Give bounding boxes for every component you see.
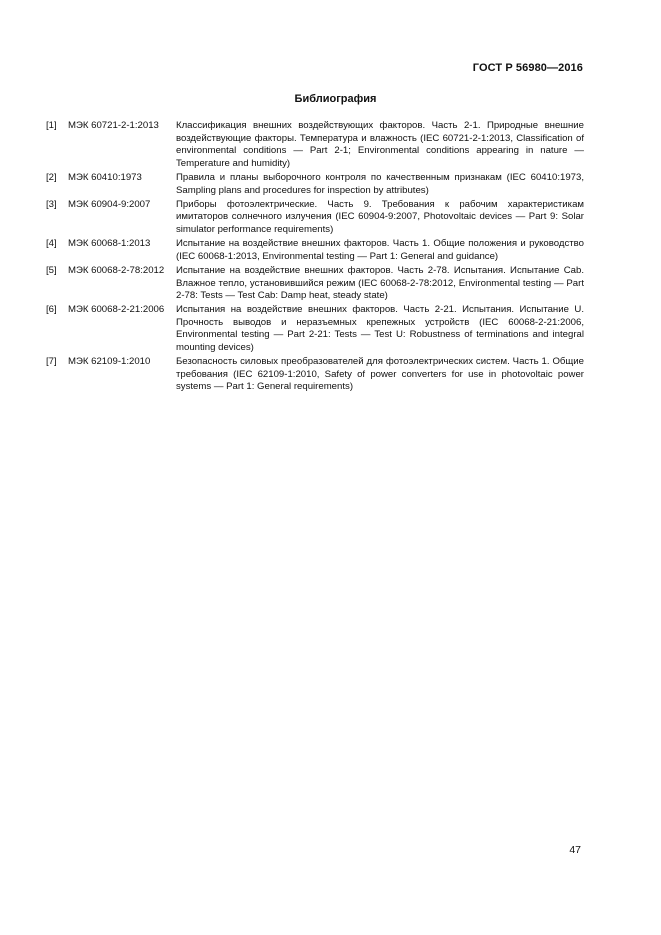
entry-number: [4]: [46, 238, 57, 250]
entry-description: Испытания на воздействие внешних факторов. Часть 2-21. Испытания. Испытание U. Прочность выводов и неразъемных крепежных устройств (IEC 60068-2-21:2006, Environmental testing — Part 2-21: Tests — Test U: Robustness of terminations and integral mounting devices): [176, 304, 584, 354]
bibliography-entry: [46, 265, 584, 303]
entry-standard-code: МЭК 60068-1:2013: [68, 238, 151, 250]
entry-standard-code: МЭК 60068-2-21:2006: [68, 304, 165, 316]
entry-description: Приборы фотоэлектрические. Часть 9. Требования к рабочим характеристикам имитаторов солнечного излучения (IEC 60904-9:2007, Photovoltaic devices — Part 9: Solar simulator performance requirements): [176, 198, 584, 235]
entry-standard-code: МЭК 62109-1:2010: [68, 356, 151, 368]
entry-number: [2]: [46, 171, 57, 183]
entry-number: [7]: [46, 356, 57, 368]
entry-standard-code: МЭК 60410:1973: [68, 171, 142, 183]
document-code: ГОСТ Р 56980—2016: [472, 62, 583, 74]
bibliography-entry: [46, 356, 584, 394]
entry-number: [6]: [46, 304, 57, 316]
bibliography-entry: [46, 304, 584, 354]
entry-standard-code: МЭК 60068-2-78:2012: [68, 264, 165, 276]
entry-standard-code: МЭК 60721-2-1:2013: [68, 120, 159, 131]
page-number: 47: [569, 844, 581, 856]
bibliography-entry: [46, 238, 584, 263]
entry-description: Испытание на воздействие внешних факторов. Часть 2-78. Испытания. Испытание Cab. Влажное тепло, установившийся режим (IEC 60068-2-78:2012, Environmental testing — Part 2-78: Tests — Test Cab: Damp heat, steady state): [176, 264, 584, 302]
bibliography-title: Библиография: [294, 93, 377, 105]
entry-number: [5]: [46, 264, 57, 276]
entry-standard-code: МЭК 60904-9:2007: [68, 198, 151, 210]
entry-description: Испытание на воздействие внешних факторов. Часть 1. Общие положения и руководство (IEC 60068-1:2013, Environmental testing — Part 1: General and guidance): [176, 238, 584, 262]
entry-description: Правила и планы выборочного контроля по качественным признакам (IEC 60410:1973, Sampling plans and procedures for inspection by attributes): [176, 171, 584, 196]
bibliography-entry: [46, 199, 584, 237]
entry-number: [3]: [46, 198, 57, 210]
bibliography-entry: [46, 120, 584, 170]
entry-description: Классификация внешних воздействующих факторов. Часть 2-1. Природные внешние воздействующие факторы. Температура и влажность (IEC 60721-2-1:2013, Classification of environmental conditions — Part 2-1; Environmental conditions appearing in nature — Temperature and humidity): [176, 120, 584, 169]
entry-description: Безопасность силовых преобразователей для фотоэлектрических систем. Часть 1. Общие требования (IEC 62109-1:2010, Safety of power converters for use in photovoltaic power systems — Part 1: General requirements): [176, 356, 584, 393]
bibliography-entry: [46, 172, 584, 197]
entry-number: [1]: [46, 120, 57, 131]
bibliography-list: [46, 120, 584, 396]
